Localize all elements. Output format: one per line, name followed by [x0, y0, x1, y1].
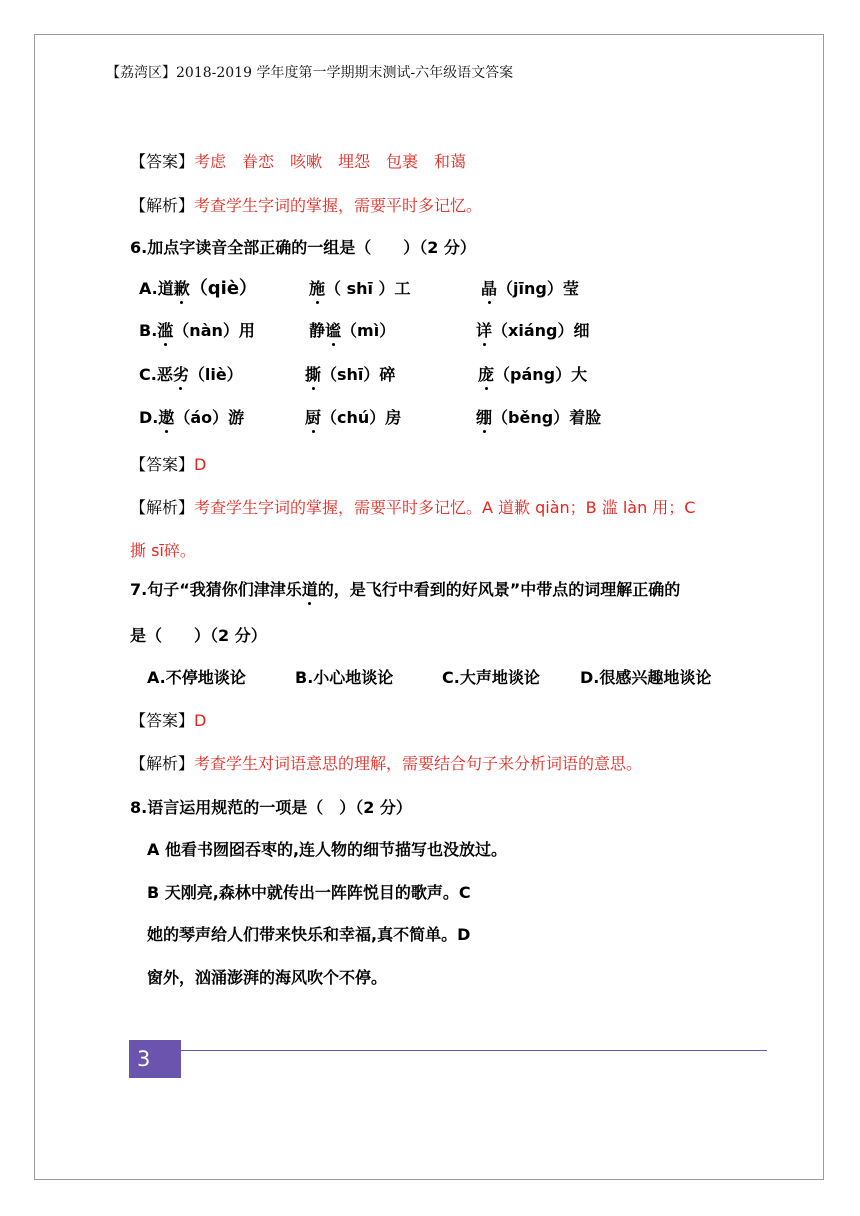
analysis-text: 考查学生字词的掌握，需要平时多记忆。 [194, 196, 483, 215]
q6-option-c-3: 庞（páng）大 [478, 362, 587, 385]
analysis-label: 【解析】 [130, 196, 195, 215]
analysis-row-5 [130, 193, 482, 216]
q7-option-c: C.大声地谈论 [442, 668, 540, 687]
q6-option-d-2: 厨（chú）房 [305, 405, 401, 428]
answer-text: D [194, 455, 207, 474]
page-header: 【荔湾区】2018-2019 学年度第一学期期末测试-六年级语文答案 [106, 65, 514, 81]
answer-text: 考虑 眷恋 咳嗽 埋怨 包裹 和蔼 [194, 152, 467, 171]
q7-option-a: A.不停地谈论 [147, 668, 246, 687]
q7-option-d: D.很感兴趣地谈论 [580, 668, 712, 687]
answer-label: 【答案】 [130, 711, 195, 730]
q6-option-d-1: D.遨（áo）游 [139, 405, 244, 428]
q6-option-c-2: 撕（shī）碎 [305, 362, 395, 385]
q8-line-1: A 他看书囫囵吞枣的,连人物的细节描写也没放过。 [147, 840, 508, 859]
analysis-row-6 [130, 495, 695, 518]
answer-row-6 [130, 452, 206, 475]
analysis-label: 【解析】 [130, 498, 195, 517]
answer-text: D [194, 711, 207, 730]
question-6-stem: 6.加点字读音全部正确的一组是（ ）（2 分） [130, 238, 476, 257]
q8-line-4: 窗外，汹涌澎湃的海风吹个不停。 [147, 968, 388, 987]
analysis-label: 【解析】 [130, 754, 195, 773]
answer-row-5 [130, 149, 466, 172]
page-number-badge: 3 [129, 1040, 181, 1078]
answer-row-7 [130, 708, 206, 731]
question-7-stem: 7.句子“我猜你们津津乐道的，是飞行中看到的好风景”中带点的词理解正确的 [130, 577, 680, 600]
q6-option-b-2: 静谧（mì） [309, 318, 395, 341]
footer-divider [181, 1050, 767, 1051]
q6-option-a-1: A.道歉（qiè） [139, 278, 258, 299]
q8-line-2: B 天刚亮,森林中就传出一阵阵悦目的歌声。C [147, 883, 471, 902]
question-7-stem-cont: 是（ ）（2 分） [130, 626, 267, 645]
answer-label: 【答案】 [130, 455, 195, 474]
q6-option-a-2: 施（ shī ）工 [309, 276, 411, 299]
q8-line-3: 她的琴声给人们带来快乐和幸福,真不简单。D [147, 925, 471, 944]
question-8-stem: 8.语言运用规范的一项是（ ）（2 分） [130, 798, 412, 817]
q6-option-a-3: 晶（jīng）莹 [481, 276, 579, 299]
analysis-row-7 [130, 751, 642, 774]
analysis-text: 考查学生字词的掌握，需要平时多记忆。A 道歉 qiàn；B 滥 làn 用；C [194, 498, 696, 517]
q6-option-d-3: 绷（běng）着脸 [476, 405, 601, 428]
analysis-row-6-cont: 撕 sī碎。 [130, 541, 196, 560]
q6-option-b-1: B.滥（nàn）用 [139, 318, 255, 341]
answer-label: 【答案】 [130, 152, 195, 171]
q6-option-b-3: 详（xiáng）细 [476, 318, 589, 341]
analysis-text: 考查学生对词语意思的理解，需要结合句子来分析词语的意思。 [194, 754, 643, 773]
q7-option-b: B.小心地谈论 [295, 668, 394, 687]
q6-option-c-1: C.恶劣（liè） [139, 362, 243, 385]
